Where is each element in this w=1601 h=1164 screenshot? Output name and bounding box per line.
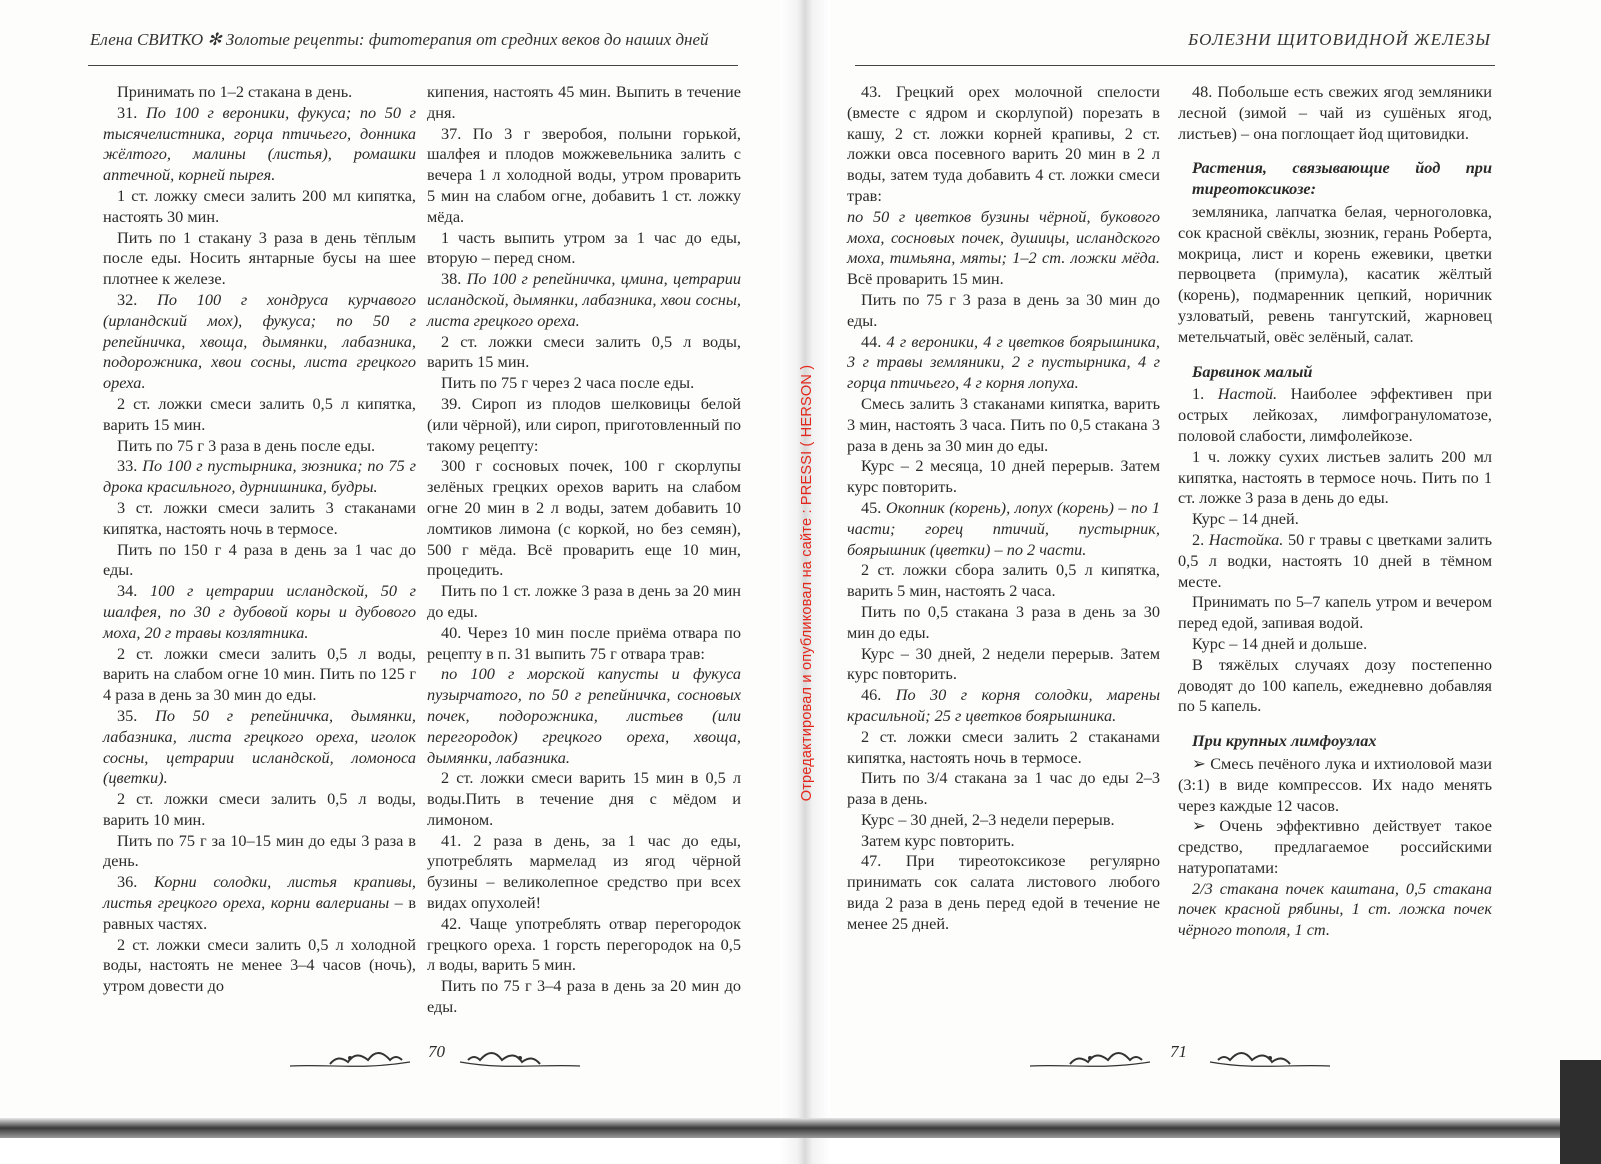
paragraph: Пить по 75 г за 10–15 мин до еды 3 раза в день. [103,830,416,871]
section-heading: Растения, связывающие йод при тиреотоксикозе: [1192,158,1492,199]
paragraph: 2 ст. ложки смеси залить 2 стаканами кипятка, настоять ночь в термосе. [847,726,1160,767]
paragraph: Пить по 75 г 3–4 раза в день за 20 мин до еды. [427,976,741,1017]
paragraph [103,706,416,789]
item-number: 44. [861,331,882,351]
paragraph [847,207,1160,290]
paragraph: земляника, лапчатка белая, черноголовка, сок красной свёклы, зюзник, герань Роберта, мокрица, лист и корень ежевики, цветки первоцвета (примула), касатик жёлтый (корень), подмаренник цепкий, норичник узловатый, ревень тангутский, жарновец метельчатый, овёс зелёный, салат. [1178,201,1492,346]
paragraph: 1 часть выпить утром за 1 час до еды, вторую – перед сном. [427,227,741,268]
plain-text: 50 г травы с цветками залить 0,5 л водки, настоять 10 дней в тёмном месте. [1178,529,1492,591]
paragraph: 40. Через 10 мин после приёма отвара по рецепту в п. 31 выпить 75 г отвара трав: [427,622,741,663]
page-number-right: 71 [1170,1042,1187,1061]
paragraph: 3 ст. ложки смеси залить 3 стаканами кипятка, настоять ночь в термосе. [103,497,416,538]
section-heading: При крупных лимфоузлах [1192,731,1377,751]
running-header-right: БОЛЕЗНИ ЩИТОВИДНОЙ ЖЕЛЕЗЫ [1188,30,1491,49]
paragraph: 48. Побольше есть свежих ягод земляники лесной (зимой – чай из сушёных ягод, листьев) – она поглощает йод щитовидки. [1178,82,1492,143]
paragraph [847,498,1160,560]
text-column-2 [427,82,741,1018]
item-number: 36. [117,872,138,892]
paragraph: Пить по 1 стакану 3 раза в день тёплым после еды. Носить янтарные бусы на шее плотнее к железе. [103,227,416,289]
item-number: 38. [441,269,462,289]
paragraph: 2 ст. ложки смеси залить 0,5 л воды, варить на слабом огне 10 мин. Пить по 125 г 4 раза в день за 30 мин до еды. [103,643,416,705]
paragraph: Курс – 14 дней. [1192,509,1299,529]
paragraph: Курс – 30 дней, 2–3 недели перерыв. [861,809,1115,829]
paragraph: Пить по 75 г через 2 часа после еды. [441,373,695,393]
paragraph: 47. При тиреотоксикозе регулярно принимать сок салата листового любого вида 2 раза в день перед едой в течение не менее 25 дней. [847,851,1160,933]
paragraph [103,290,416,394]
italic-text: по 100 г морской капусты и фукуса пузырчатого, по 50 г репейничка, сосновых почек, подорожника, листьев (или перегородок) грецкого ореха, хвоща, дымянки, лабазника. [427,664,741,767]
header-rule-left [88,65,738,66]
watermark-text: Отредактировал и опубликовал на сайте : PRESSI ( HERSON ) [799,364,815,802]
item-number: 35. [117,705,138,725]
italic-text: Настойка. [1204,529,1284,549]
text-column-3 [847,82,1160,935]
paragraph: 41. 2 раза в день, за 1 час до еды, употреблять мармелад из ягод чёрной бузины – великолепное средство при всех видах опухолей! [427,830,741,913]
paragraph: 2 ст. ложки смеси залить 0,5 л воды, варить 10 мин. [103,789,416,829]
paragraph: Курс – 2 месяца, 10 дней перерыв. Затем курс повторить. [847,456,1160,497]
italic-text: По 100 г репейничка, цмина, цетрарии исландской, дымянки, лабазника, хвои сосны, листа грецкого ореха. [427,269,741,330]
paragraph: 37. По 3 г зверобоя, полыни горькой, шалфея и плодов можжевельника залить с вечера 1 л холодной воды, утром проварить 5 мин на слабом огне, добавить 1 ст. ложку мёда. [427,123,741,226]
paragraph [427,664,741,768]
paragraph: 1 ст. ложку смеси залить 200 мл кипятка, настоять 30 мин. [103,185,416,226]
item-number: 46. [861,685,882,705]
paragraph: 2 ст. ложки смеси варить 15 мин в 0,5 л воды.Пить в течение дня с мёдом и лимоном. [427,768,741,829]
paragraph: 42. Чаще употреблять отвар перегородок грецкого ореха. 1 горсть перегородок на 0,5 л воды, варить 5 мин. [427,913,741,975]
paragraph: Пить по 1 ст. ложке 3 раза в день за 20 мин до еды. [427,581,741,621]
running-header-left: Елена СВИТКО ✻ Золотые рецепты: фитотерапия от средних веков до наших дней [90,30,709,49]
italic-text: 2/3 стакана почек каштана, 0,5 стакана почек красной рябины, 1 ст. ложка почек чёрного тополя, 1 ст. [1178,878,1492,940]
italic-text: Окопник (корень), лопух (корень) – по 1 части; горец птичий, пустырник, боярышник (цветки) – по 2 части. [847,497,1160,559]
paragraph [103,456,416,498]
header-rule-right [855,65,1495,66]
paragraph: 2 ст. ложки смеси залить 0,5 л кипятка, варить 15 мин. [103,393,416,434]
italic-text: По 30 г корня солодки, марены красильной; 25 г цветков боярышника. [847,685,1160,725]
italic-text: По 50 г репейничка, дымянки, лабазника, листа грецкого ореха, иголок сосны, цетрарии исландской, ломоноса (цветки). [103,705,416,788]
italic-text: 4 г вероники, 4 г цветков боярышника, 3 г травы земляники, 2 г пустырника, 4 г горца птичьего, 4 г корня лопуха. [847,331,1160,393]
paragraph: 1 ч. ложку сухих листьев залить 200 мл кипятка, настоять в термосе ночь. Пить по 1 ст. ложке 3 раза в день до еды. [1178,446,1492,508]
section-heading: Барвинок малый [1192,361,1313,381]
item-number: 34. [117,581,138,601]
scan-corner-shadow [1560,1060,1601,1164]
plain-text: Наиболее эффективен при острых лейкозах, лимфогрануломатозе, половой слабости, лимфолейкозе. [1178,384,1492,445]
item-number: 2. [1192,529,1205,549]
paragraph [847,685,1160,727]
paragraph: 300 г сосновых почек, 100 г скорлупы зелёных грецких орехов варить на слабом огне 20 мин в 2 л воды, затем добавить 10 ломтиков лимона (с коркой, но без семян), 500 г мёда. Всё проварить еще 10 мин, процедить. [427,456,741,580]
item-number: 33. [117,456,138,476]
paragraph: ➢ Смесь печёного лука и ихтиоловой мази (3:1) в виде компрессов. Их надо менять через каждые 12 часов. [1178,753,1492,815]
paragraph: Пить по 150 г 4 раза в день за 1 час до еды. [103,539,416,580]
italic-text: по 50 г цветков бузины чёрной, букового моха, сосновых почек, душицы, исландского моха, тимьяна, мяты; 1–2 ст. ложки мёда. [847,206,1160,268]
italic-text: По 100 г вероники, фукуса; по 50 г тысячелистника, горца птичьего, донника жёлтого, малины (листья), ромашки аптечной, корней пырея. [103,102,416,185]
italic-text: Настой. [1204,384,1278,404]
paragraph: Пить по 0,5 стакана 3 раза в день за 30 мин до еды. [847,601,1160,642]
paragraph [1178,530,1492,592]
paragraph: 2 ст. ложки смеси залить 0,5 л холодной воды, настоять не менее 3–4 часов (ночь), утром довести до [103,934,416,996]
paragraph: Смесь залить 3 стаканами кипятка, варить 3 мин, настоять 3 часа. Пить по 0,5 стакана 3 раза в день за 30 мин до еды. [847,393,1160,455]
paragraph [103,103,416,186]
paragraph: В тяжёлых случаях дозу постепенно доводят до 100 капель, ежедневно добавляя по 5 капель. [1178,654,1492,716]
plain-text: Всё проварить 15 мин. [847,269,1004,289]
paragraph: 43. Грецкий орех молочной спелости (вместе с ядром и скорлупой) порезать в кашу, 2 ст. ложки корней крапивы, 2 ст. ложки овса посевного варить 20 мин в 2 л воды, затем туда добавить 4 ст. ложки смеси трав: [847,82,1160,205]
paragraph: Курс – 14 дней и дольше. [1192,633,1368,653]
text-column-1 [103,82,416,997]
italic-text: По 100 г хондруса курчавого (ирландский мох), фукуса; по 50 г репейничка, хвоща, дымянки, лабазника, подорожника, хвои сосны, листа грецкого ореха. [103,289,416,393]
item-number: 31. [117,102,138,122]
paragraph: Курс – 30 дней, 2 недели перерыв. Затем курс повторить. [847,643,1160,684]
text-column-4 [1178,82,1492,941]
paragraph: Затем курс повторить. [861,830,1015,850]
paragraph: 2 ст. ложки сбора залить 0,5 л кипятка, варить 5 мин, настоять 2 часа. [847,560,1160,601]
italic-text: По 100 г пустырника, зюзника; по 75 г дрока красильного, дурнишника, будры. [103,456,416,497]
paragraph [1178,384,1492,446]
paragraph: 2 ст. ложки смеси залить 0,5 л воды, варить 15 мин. [427,331,741,372]
paragraph: кипения, настоять 45 мин. Выпить в течение дня. [427,82,741,122]
paragraph: Пить по 75 г 3 раза в день за 30 мин до еды. [847,289,1160,330]
paragraph: Принимать по 1–2 стакана в день. [117,82,353,101]
plain-text: – в равных частях. [103,893,417,933]
paragraph [103,872,416,934]
paragraph: Пить по 75 г 3 раза в день после еды. [117,435,376,455]
italic-text: 100 г цетрарии исландской, 50 г шалфея, по 30 г дубовой коры и дубового моха, 20 г травы козлятника. [103,581,416,642]
item-number: 45. [861,497,882,517]
page-number-left: 70 [428,1042,445,1061]
item-number: 32. [117,289,138,309]
paragraph [847,332,1160,394]
paragraph [1178,879,1492,941]
paragraph: 39. Сироп из плодов шелковицы белой (или чёрной), или сироп, приготовленный по такому рецепту: [427,393,741,455]
paragraph: Пить по 3/4 стакана за 1 час до еды 2–3 раза в день. [847,768,1160,809]
item-number: 1. [1192,384,1205,404]
italic-text: Корни солодки, листья крапивы, листья грецкого ореха, корни валерианы [103,872,416,913]
scan-bottom-edge [0,1118,1601,1138]
paragraph [103,581,416,643]
paragraph: Принимать по 5–7 капель утром и вечером перед едой, запивая водой. [1178,592,1492,633]
paragraph: ➢ Очень эффективно действует такое средство, предлагаемое российскими натуропатами: [1178,816,1492,877]
paragraph [427,269,741,331]
